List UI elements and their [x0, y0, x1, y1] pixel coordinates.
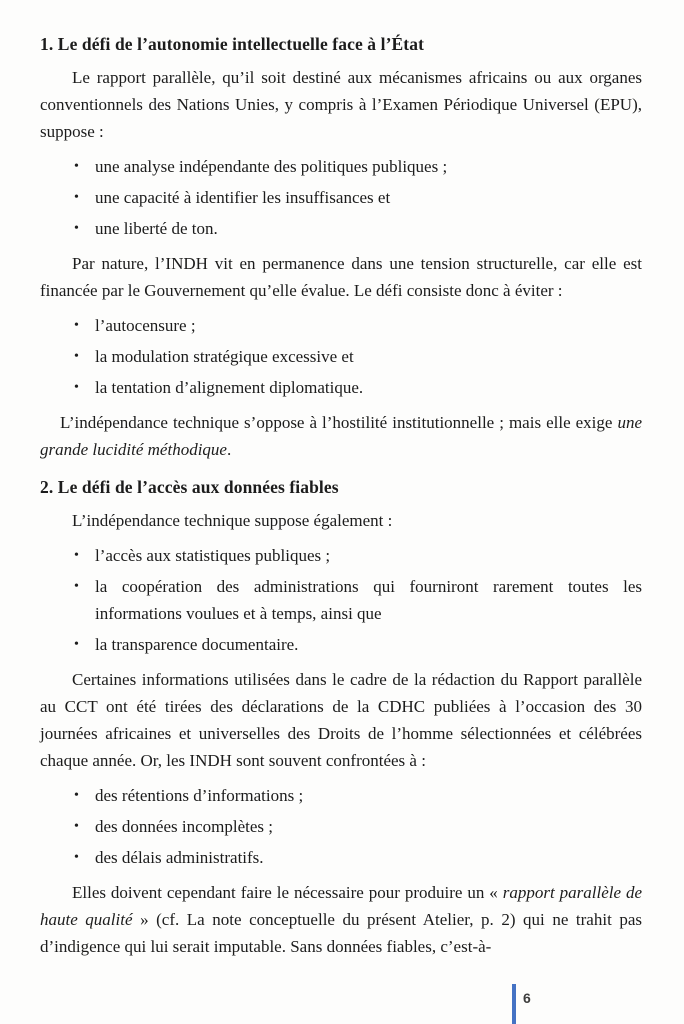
conclusion-text-post: .	[226, 440, 232, 459]
list-item	[72, 312, 642, 339]
page-footer	[512, 984, 531, 1024]
list-item-text: la coopération des administrations qui fourniront rarement toutes les informations voulues et à temps, ainsi que	[95, 577, 642, 623]
bullet-icon: •	[74, 579, 79, 594]
list-item	[72, 343, 642, 370]
final-text-italic: rapport parallèle de haute qualité	[40, 883, 642, 929]
list-item-text: une capacité à identifier les insuffisances et	[95, 188, 391, 207]
section-1-intro-paragraph: Le rapport parallèle, qu’il soit destiné aux mécanismes africains ou aux organes conventionnels des Nations Unies, y compris à l’Examen Périodique Universel (EPU), suppose :	[40, 68, 642, 141]
section-2-final-paragraph	[40, 879, 642, 960]
list-item-text: l’accès aux statistiques publiques ;	[95, 546, 331, 565]
bullet-icon: •	[74, 190, 79, 205]
bullet-icon: •	[74, 637, 79, 652]
list-item	[72, 813, 642, 840]
conclusion-text-pre: L’indépendance technique s’oppose à l’hostilité institutionnelle ; mais elle exige	[60, 413, 618, 432]
section-2-heading: 2. Le défi de l’accès aux données fiables	[40, 477, 339, 497]
bullet-icon: •	[74, 159, 79, 174]
bullet-icon: •	[74, 548, 79, 563]
final-text-pre: Elles doivent cependant faire le nécessaire pour produire un «	[72, 883, 503, 902]
list-item	[72, 573, 642, 627]
bullet-icon: •	[74, 788, 79, 803]
bullet-icon: •	[74, 819, 79, 834]
list-item-text: des délais administratifs.	[95, 848, 264, 867]
list-item	[72, 374, 642, 401]
list-item-text: la modulation stratégique excessive et	[95, 347, 354, 366]
list-item	[72, 153, 642, 180]
list-item-text: l’autocensure ;	[95, 316, 196, 335]
list-item	[72, 631, 642, 658]
section-1-conclusion-paragraph	[40, 409, 642, 463]
list-item-text: une liberté de ton.	[95, 219, 218, 238]
list-item-text: des données incomplètes ;	[95, 817, 273, 836]
section-2-intro-paragraph: L’indépendance technique suppose également :	[72, 511, 393, 530]
section-1-bullet-list-b	[40, 312, 642, 401]
section-1-tension-paragraph: Par nature, l’INDH vit en permanence dans une tension structurelle, car elle est financée par le Gouvernement qu’elle évalue. Le défi consiste donc à éviter :	[40, 254, 642, 300]
bullet-icon: •	[74, 318, 79, 333]
bullet-icon: •	[74, 380, 79, 395]
conclusion-text-italic: une grande lucidité méthodique	[40, 413, 642, 459]
section-2-bullet-list-a	[40, 542, 642, 658]
list-item-text: des rétentions d’informations ;	[95, 786, 304, 805]
list-item	[72, 542, 642, 569]
page-number: 6	[523, 990, 531, 1006]
section-1-bullet-list-a	[40, 153, 642, 242]
list-item	[72, 844, 642, 871]
list-item-text: la transparence documentaire.	[95, 635, 299, 654]
list-item	[72, 782, 642, 809]
section-2-bullet-list-b	[40, 782, 642, 871]
list-item-text: une analyse indépendante des politiques publiques ;	[95, 157, 448, 176]
section-1-heading: 1. Le défi de l’autonomie intellectuelle face à l’État	[40, 34, 424, 54]
bullet-icon: •	[74, 349, 79, 364]
list-item	[72, 215, 642, 242]
list-item	[72, 184, 642, 211]
list-item-text: la tentation d’alignement diplomatique.	[95, 378, 364, 397]
bullet-icon: •	[74, 221, 79, 236]
section-2-sources-paragraph: Certaines informations utilisées dans le cadre de la rédaction du Rapport parallèle au CCT ont été tirées des déclarations de la CDHC publiées à l’occasion des 30 journées africaines et universelles des Droits de l’homme sélectionnées et célébrées chaque année. Or, les INDH sont souvent confrontées à :	[40, 670, 642, 770]
page-number-bar	[512, 984, 516, 1024]
bullet-icon: •	[74, 850, 79, 865]
final-text-post: » (cf. La note conceptuelle du présent Atelier, p. 2) qui ne trahit pas d’indigence qui lui serait imputable. Sans données fiables, c’est-à-	[40, 910, 642, 956]
